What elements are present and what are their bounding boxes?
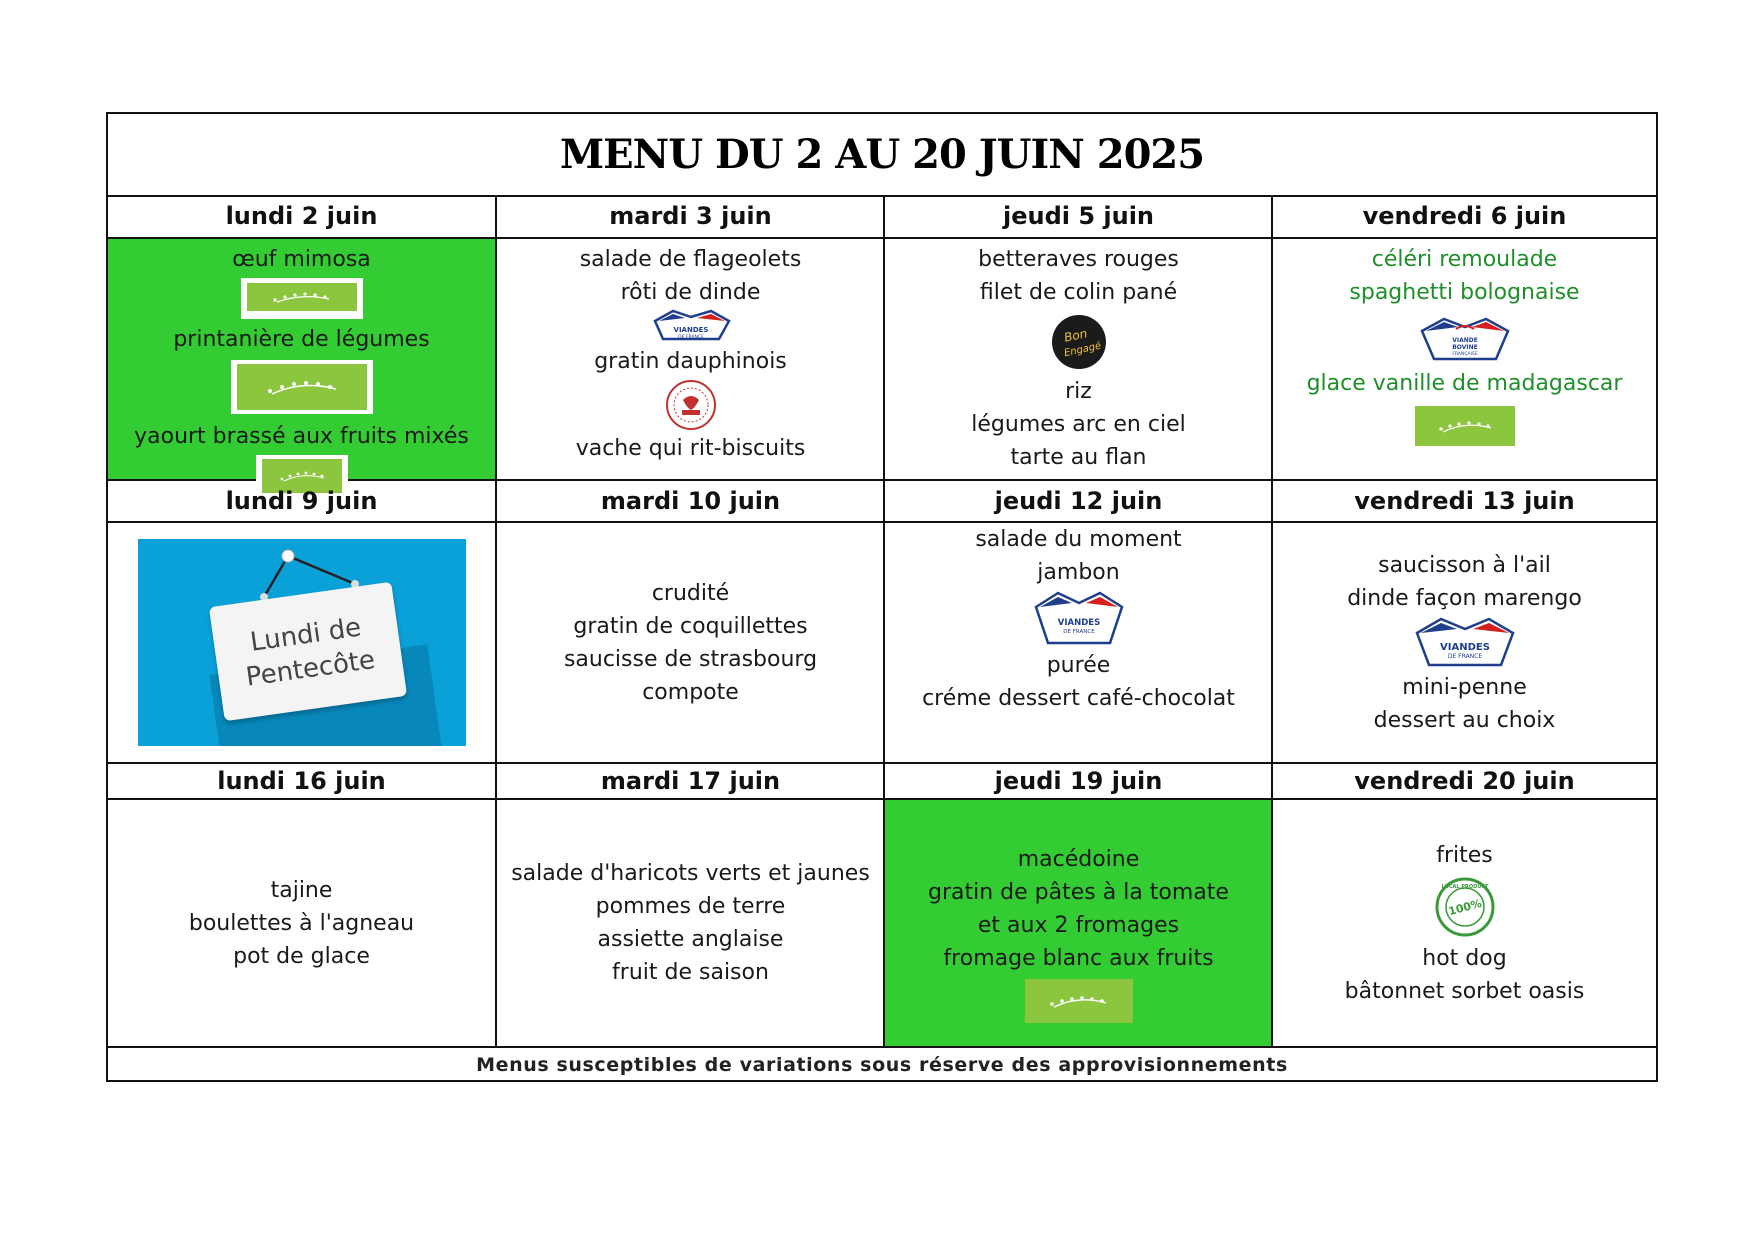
dish: gratin de coquillettes <box>573 613 808 639</box>
day-header: mardi 3 juin <box>609 202 772 230</box>
logo-text: FRANÇAISE <box>1451 352 1478 357</box>
logo-text: LOCAL PRODUCT <box>1441 883 1488 890</box>
dish: œuf mimosa <box>232 247 371 272</box>
row-divider <box>108 1046 1656 1048</box>
logo-text: VIANDES <box>1439 641 1490 653</box>
dish: fromage blanc aux fruits <box>943 946 1214 971</box>
dish: frites <box>1436 842 1493 868</box>
dish: tajine <box>270 877 333 903</box>
dish: dessert au choix <box>1373 707 1556 733</box>
day-header: jeudi 5 juin <box>1002 202 1155 230</box>
dish: vache qui rit-biscuits <box>575 436 806 461</box>
menu-cell-vendredi-13 <box>1273 523 1656 762</box>
menu-cell-lundi-16 <box>108 800 495 1046</box>
dish: glace vanille de madagascar <box>1306 371 1623 396</box>
dish: légumes arc en ciel <box>971 412 1186 437</box>
dish: dinde façon marengo <box>1347 585 1582 611</box>
day-header: jeudi 19 juin <box>994 767 1163 795</box>
dish: fruit de saison <box>612 960 769 985</box>
logo-text: Engagé <box>1062 340 1102 360</box>
logo-text: DE FRANCE <box>677 335 704 340</box>
dish: purée <box>1046 653 1111 678</box>
footer-note: Menus susceptibles de variations sous réserve des approvisionnements <box>476 1054 1288 1076</box>
menu-cell-mardi-3 <box>497 239 884 479</box>
column-divider <box>495 195 497 1046</box>
menu-table <box>106 112 1658 1082</box>
bio-logo <box>241 278 363 319</box>
viande-bovine-francaise-logo <box>1416 315 1514 365</box>
bio-logo <box>231 360 373 414</box>
dish: salade de flageolets <box>579 247 802 272</box>
pentecote-sign-image <box>138 539 466 746</box>
dish: jambon <box>1037 560 1120 585</box>
day-header: mardi 10 juin <box>600 487 781 515</box>
logo-text: VIANDE <box>1451 337 1478 344</box>
dish: et aux 2 fromages <box>977 913 1180 938</box>
dish: riz <box>1065 379 1092 404</box>
dish: céléri remoulade <box>1371 247 1558 272</box>
local-product-logo <box>1434 876 1496 938</box>
menu-cell-mardi-17 <box>497 800 884 1046</box>
viandes-de-france-logo <box>1411 615 1519 671</box>
menu-cell-mardi-10 <box>497 523 884 762</box>
dish: macédoine <box>1017 847 1140 872</box>
dish: saucisson à l'ail <box>1378 552 1551 578</box>
logo-text: DE FRANCE <box>1447 652 1482 660</box>
bio-logo <box>1415 406 1515 446</box>
dish: boulettes à l'agneau <box>188 910 415 936</box>
day-header: lundi 16 juin <box>217 767 386 795</box>
menu-cell-vendredi-20 <box>1273 800 1656 1046</box>
dish: gratin de pâtes à la tomate <box>928 880 1229 905</box>
logo-text: VIANDES <box>1057 618 1100 628</box>
dish: printanière de légumes <box>173 327 430 352</box>
sign-text: Pentecôte <box>243 644 377 693</box>
day-header: vendredi 20 juin <box>1354 767 1575 795</box>
viandes-de-france-logo <box>649 309 733 345</box>
dish: assiette anglaise <box>597 927 784 952</box>
menu-cell-lundi-2 <box>108 239 495 479</box>
day-header: lundi 2 juin <box>225 202 378 230</box>
dish: gratin dauphinois <box>594 349 787 374</box>
red-seal-logo <box>663 378 719 432</box>
dish: créme dessert café-chocolat <box>922 686 1235 711</box>
bon-engage-logo <box>1048 313 1110 371</box>
dish: spaghetti bolognaise <box>1349 280 1580 305</box>
bio-logo <box>1025 979 1133 1023</box>
logo-text: VIANDES <box>673 326 708 334</box>
dish: pot de glace <box>233 943 370 969</box>
menu-cell-jeudi-5 <box>885 239 1272 479</box>
dish: hot dog <box>1422 945 1507 971</box>
dish: compote <box>642 679 739 705</box>
dish: filet de colin pané <box>979 280 1178 305</box>
logo-text: Bon <box>1062 326 1088 345</box>
menu-cell-lundi-9 <box>108 523 495 762</box>
dish: salade d'haricots verts et jaunes <box>511 861 870 886</box>
dish: mini-penne <box>1402 674 1527 700</box>
dish: pommes de terre <box>595 894 786 919</box>
viandes-de-france-logo <box>1030 589 1128 649</box>
logo-text: BOVINE <box>1451 344 1478 351</box>
dish: yaourt brassé aux fruits mixés <box>134 424 469 449</box>
day-header: jeudi 12 juin <box>994 487 1163 515</box>
menu-cell-jeudi-19 <box>885 800 1272 1046</box>
column-divider <box>1271 195 1273 1046</box>
dish: saucisse de strasbourg <box>563 646 818 672</box>
dish: bâtonnet sorbet oasis <box>1344 978 1585 1004</box>
logo-text: DE FRANCE <box>1062 629 1095 635</box>
day-header: vendredi 6 juin <box>1362 202 1567 230</box>
menu-cell-vendredi-6 <box>1273 239 1656 479</box>
dish: tarte au flan <box>1010 445 1147 470</box>
logo-text: 100% <box>1446 896 1483 918</box>
column-divider <box>883 195 885 1046</box>
day-header: mardi 17 juin <box>600 767 781 795</box>
dish: betteraves rouges <box>978 247 1179 272</box>
sign-text: Lundi de <box>247 612 363 658</box>
dish: rôti de dinde <box>620 280 761 305</box>
dish: salade du moment <box>975 527 1182 552</box>
dish: crudité <box>651 580 730 606</box>
title-row <box>108 114 1656 197</box>
day-header: lundi 9 juin <box>225 487 378 515</box>
day-header: vendredi 13 juin <box>1354 487 1575 515</box>
menu-cell-jeudi-12 <box>885 523 1272 762</box>
page-title: MENU DU 2 AU 20 JUIN 2025 <box>559 131 1205 178</box>
